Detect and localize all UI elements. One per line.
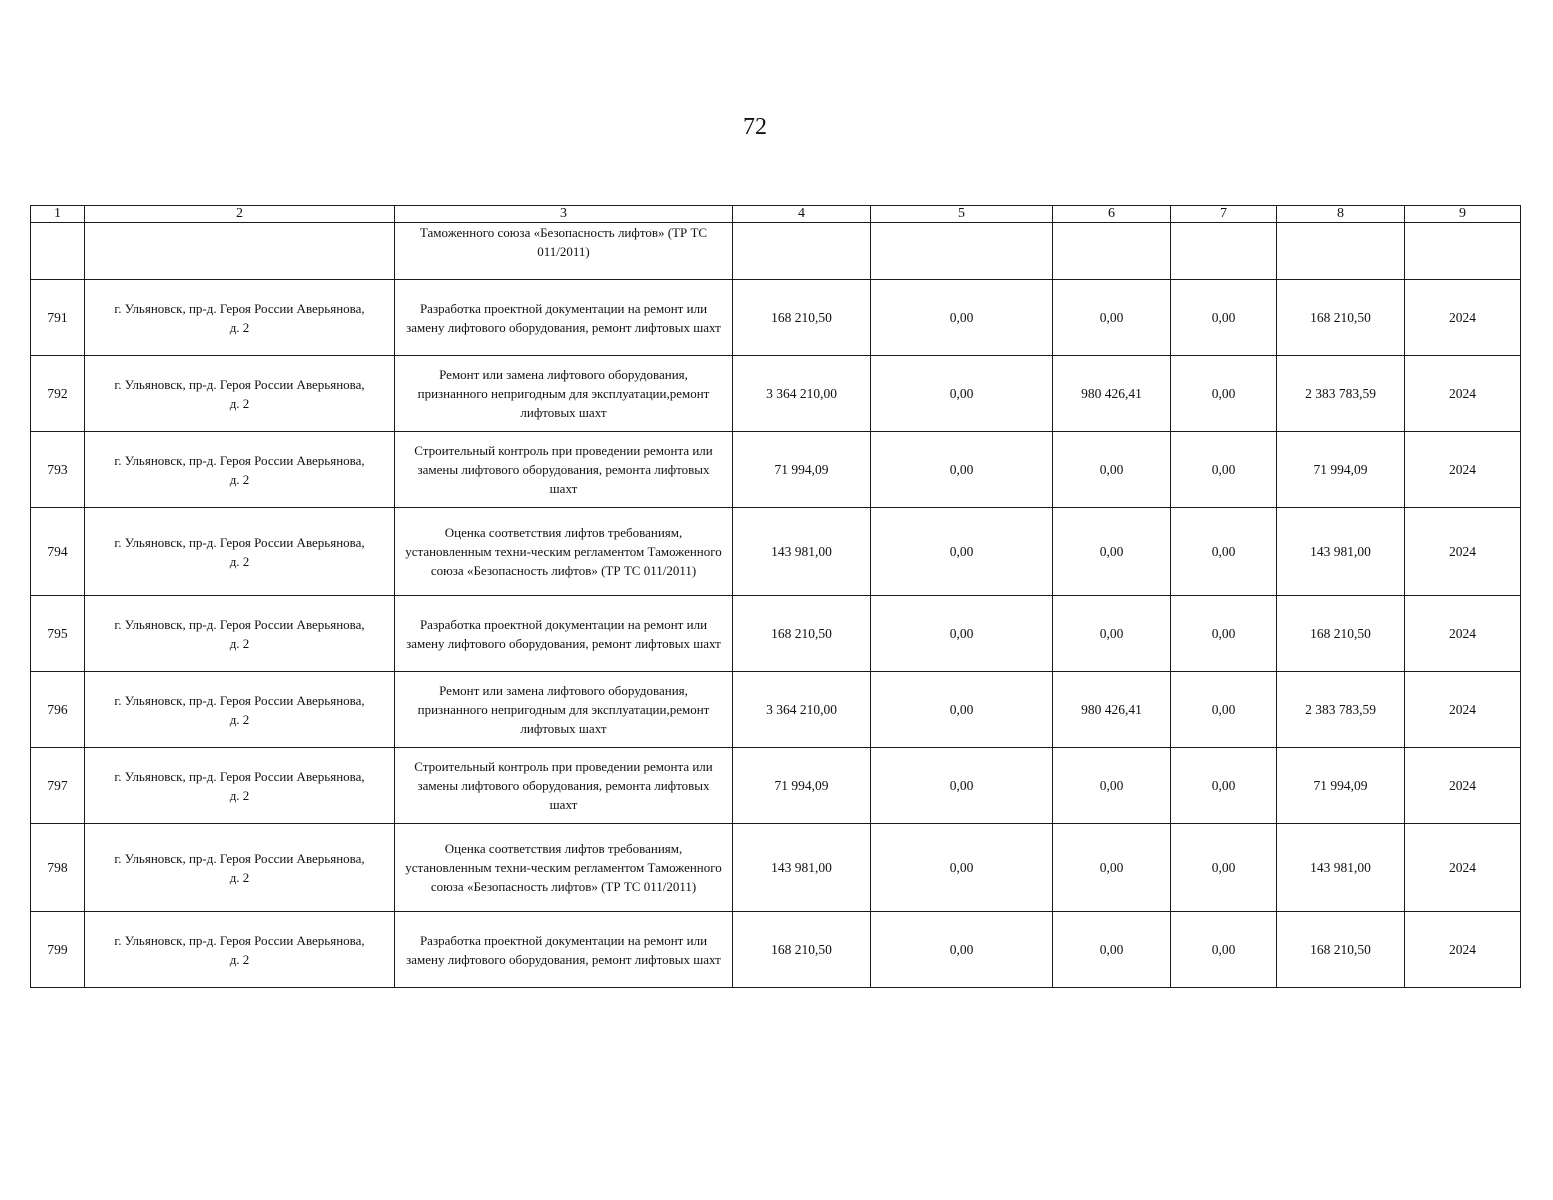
address-house: д. 2	[229, 711, 250, 727]
value-cell: 0,00	[1053, 596, 1171, 672]
value-cell: 0,00	[1171, 912, 1277, 988]
row-number	[31, 223, 85, 280]
value-cell: 3 364 210,00	[733, 356, 871, 432]
value-cell: 0,00	[871, 432, 1053, 508]
value-cell: 0,00	[1053, 912, 1171, 988]
address-street: г. Ульяновск, пр-д. Героя России Аверьянова,	[114, 300, 365, 316]
year-cell: 2024	[1405, 912, 1521, 988]
value-cell: 2 383 783,59	[1277, 672, 1405, 748]
work-description: Разработка проектной документации на ремонт или замену лифтового оборудования, ремонт лифтовых шахт	[395, 912, 733, 988]
year-cell: 2024	[1405, 824, 1521, 912]
address-street: г. Ульяновск, пр-д. Героя России Аверьянова,	[114, 932, 365, 948]
value-cell: 0,00	[1053, 508, 1171, 596]
value-cell: 168 210,50	[1277, 912, 1405, 988]
value-cell: 71 994,09	[1277, 748, 1405, 824]
value-cell: 0,00	[1171, 432, 1277, 508]
value-cell: 168 210,50	[733, 912, 871, 988]
year-cell: 2024	[1405, 508, 1521, 596]
value-cell: 0,00	[1053, 280, 1171, 356]
work-description: Таможенного союза «Безопасность лифтов» (ТР ТС 011/2011)	[395, 223, 733, 280]
table-row	[31, 912, 1521, 988]
year-cell: 2024	[1405, 596, 1521, 672]
works-table	[30, 205, 1521, 988]
address-street: г. Ульяновск, пр-д. Героя России Аверьянова,	[114, 768, 365, 784]
address-cell	[85, 432, 395, 508]
table-row	[31, 748, 1521, 824]
value-cell: 0,00	[1171, 748, 1277, 824]
row-number: 797	[31, 748, 85, 824]
value-cell: 0,00	[1171, 508, 1277, 596]
value-cell: 168 210,50	[1277, 596, 1405, 672]
table-body	[31, 223, 1521, 988]
column-header: 7	[1171, 206, 1277, 223]
value-cell: 0,00	[1053, 432, 1171, 508]
column-header: 4	[733, 206, 871, 223]
value-cell: 143 981,00	[1277, 508, 1405, 596]
work-description: Строительный контроль при проведении ремонта или замены лифтового оборудования, ремонта лифтовых шахт	[395, 432, 733, 508]
value-cell: 0,00	[1171, 356, 1277, 432]
page-number: 72	[743, 114, 767, 140]
address-house: д. 2	[229, 635, 250, 651]
value-cell: 0,00	[871, 596, 1053, 672]
address-street: г. Ульяновск, пр-д. Героя России Аверьянова,	[114, 850, 365, 866]
work-description: Ремонт или замена лифтового оборудования, признанного непригодным для эксплуатации,ремонт лифтовых шахт	[395, 672, 733, 748]
address-house: д. 2	[229, 787, 250, 803]
value-cell: 2 383 783,59	[1277, 356, 1405, 432]
value-cell	[733, 223, 871, 280]
address-street: г. Ульяновск, пр-д. Героя России Аверьянова,	[114, 692, 365, 708]
value-cell	[871, 223, 1053, 280]
header-row	[31, 206, 1521, 223]
value-cell: 0,00	[871, 912, 1053, 988]
value-cell: 71 994,09	[733, 748, 871, 824]
value-cell: 980 426,41	[1053, 672, 1171, 748]
value-cell: 143 981,00	[1277, 824, 1405, 912]
value-cell: 0,00	[1171, 824, 1277, 912]
year-cell: 2024	[1405, 672, 1521, 748]
value-cell: 0,00	[871, 748, 1053, 824]
year-cell: 2024	[1405, 356, 1521, 432]
column-header: 5	[871, 206, 1053, 223]
address-house: д. 2	[229, 319, 250, 335]
address-cell	[85, 356, 395, 432]
table-row	[31, 672, 1521, 748]
value-cell	[1053, 223, 1171, 280]
work-description: Разработка проектной документации на ремонт или замену лифтового оборудования, ремонт лифтовых шахт	[395, 596, 733, 672]
value-cell: 143 981,00	[733, 824, 871, 912]
row-number: 794	[31, 508, 85, 596]
address-house: д. 2	[229, 869, 250, 885]
address-cell	[85, 912, 395, 988]
table-row	[31, 432, 1521, 508]
row-number: 792	[31, 356, 85, 432]
value-cell: 0,00	[1053, 748, 1171, 824]
year-cell: 2024	[1405, 748, 1521, 824]
continuation-row	[31, 223, 1521, 280]
year-cell: 2024	[1405, 280, 1521, 356]
value-cell: 0,00	[871, 508, 1053, 596]
value-cell: 168 210,50	[1277, 280, 1405, 356]
work-description: Ремонт или замена лифтового оборудования, признанного непригодным для эксплуатации,ремонт лифтовых шахт	[395, 356, 733, 432]
value-cell: 0,00	[871, 280, 1053, 356]
table-row	[31, 596, 1521, 672]
value-cell: 0,00	[871, 672, 1053, 748]
value-cell: 168 210,50	[733, 280, 871, 356]
column-header: 2	[85, 206, 395, 223]
table-row	[31, 824, 1521, 912]
value-cell: 0,00	[871, 824, 1053, 912]
address-cell	[85, 508, 395, 596]
value-cell: 0,00	[1171, 280, 1277, 356]
address-cell	[85, 280, 395, 356]
row-number: 793	[31, 432, 85, 508]
address-cell	[85, 596, 395, 672]
column-header: 6	[1053, 206, 1171, 223]
value-cell	[1277, 223, 1405, 280]
year-cell	[1405, 223, 1521, 280]
row-number: 795	[31, 596, 85, 672]
address-street: г. Ульяновск, пр-д. Героя России Аверьянова,	[114, 616, 365, 632]
address-cell	[85, 223, 395, 280]
value-cell: 980 426,41	[1053, 356, 1171, 432]
value-cell: 0,00	[871, 356, 1053, 432]
address-house: д. 2	[229, 951, 250, 967]
address-cell	[85, 672, 395, 748]
value-cell: 71 994,09	[733, 432, 871, 508]
row-number: 791	[31, 280, 85, 356]
address-cell	[85, 824, 395, 912]
address-street: г. Ульяновск, пр-д. Героя России Аверьянова,	[114, 534, 365, 550]
value-cell: 71 994,09	[1277, 432, 1405, 508]
row-number: 796	[31, 672, 85, 748]
address-house: д. 2	[229, 553, 250, 569]
table-row	[31, 356, 1521, 432]
column-header: 8	[1277, 206, 1405, 223]
address-house: д. 2	[229, 471, 250, 487]
value-cell: 3 364 210,00	[733, 672, 871, 748]
table-row	[31, 280, 1521, 356]
work-description: Оценка соответствия лифтов требованиям, установленным техни-ческим регламентом Таможенного союза «Безопасность лифтов» (ТР ТС 011/2011)	[395, 824, 733, 912]
row-number: 799	[31, 912, 85, 988]
value-cell: 0,00	[1171, 672, 1277, 748]
value-cell	[1171, 223, 1277, 280]
address-street: г. Ульяновск, пр-д. Героя России Аверьянова,	[114, 452, 365, 468]
row-number: 798	[31, 824, 85, 912]
work-description: Оценка соответствия лифтов требованиям, установленным техни-ческим регламентом Таможенного союза «Безопасность лифтов» (ТР ТС 011/2011)	[395, 508, 733, 596]
address-street: г. Ульяновск, пр-д. Героя России Аверьянова,	[114, 376, 365, 392]
column-header: 1	[31, 206, 85, 223]
value-cell: 0,00	[1053, 824, 1171, 912]
table-row	[31, 508, 1521, 596]
value-cell: 143 981,00	[733, 508, 871, 596]
value-cell: 0,00	[1171, 596, 1277, 672]
work-description: Разработка проектной документации на ремонт или замену лифтового оборудования, ремонт лифтовых шахт	[395, 280, 733, 356]
value-cell: 168 210,50	[733, 596, 871, 672]
address-house: д. 2	[229, 395, 250, 411]
column-header: 3	[395, 206, 733, 223]
year-cell: 2024	[1405, 432, 1521, 508]
address-cell	[85, 748, 395, 824]
work-description: Строительный контроль при проведении ремонта или замены лифтового оборудования, ремонта лифтовых шахт	[395, 748, 733, 824]
column-header: 9	[1405, 206, 1521, 223]
